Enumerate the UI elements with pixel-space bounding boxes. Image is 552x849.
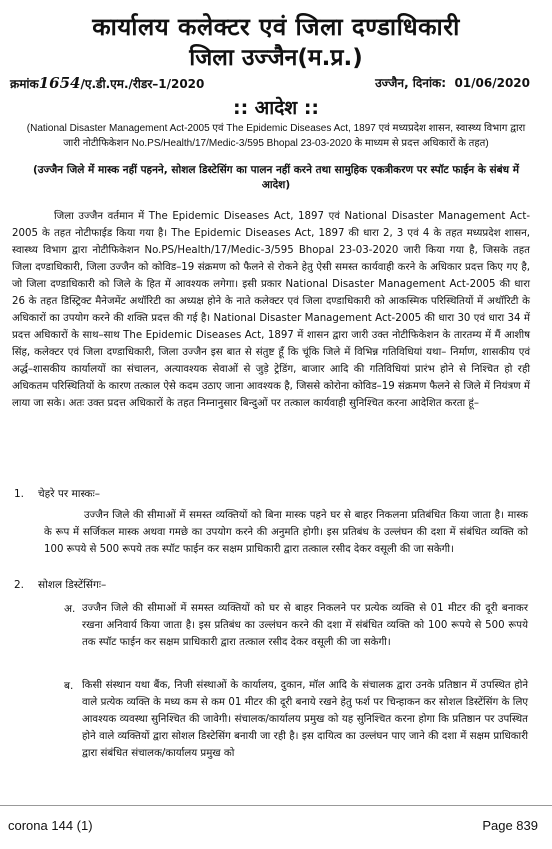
section-1-title: चेहरे पर मास्कः– — [38, 488, 100, 500]
section-1-number: 1. — [14, 488, 25, 500]
reference-row — [10, 74, 530, 92]
body-text: जिला उज्जैन वर्तमान में The Epidemic Diseases Act, 1897 एवं National Disaster Management Act-2005 के तहत नोटीफाईड किया गया है। The Epidemic Diseases Act, 1897 की धारा 2, 3 एवं 4 के तहत मध्यप्रदेश शासन, स्वास्थ्य विभाग द्वारा नोटीफिकेशन No.PS/Health/17/Medic-3/595 Bhopal 23-03-2020 जारी किया गया है, जिसके तहत जिला दण्डाधिकारी, जिला उज्जैन को कोविड–19 संक्रमण को फैलने से रोकने हेतु ऐसी समस्त कार्यवाही करने के अधिकार प्रदत्त किए गए है, जो जिला दण्डाधिकारी को जिले के हित में आवश्यक लगेगा। इसी प्रकार National Disaster Management Act-2005 की धारा 26 के तहत डिस्ट्रिक्ट मैनेजमेंट अथॉरिटी का अध्यक्ष होने के नाते कलेक्टर एवं जिला दण्डाधिकारी को आकस्मिक परिस्थितियों में अथॉरिटी के अधिकारों का उपयोग करने की शक्ति प्रदत्त की गई है। National Disaster Management Act-2005 की धारा 30 एवं धारा 34 में प्रदत्त अधिकारों के साथ–साथ The Epidemic Diseases Act, 1897 में शासन द्वारा जारी उक्त नोटीफिकेशन के तारतम्य में मैं आशीष सिंह, कलेक्टर एवं जिला दण्डाधिकारी, जिला उज्जैन इस बात से संतुष्ट हूँ कि चूंकि जिले में विभिन्न गतिविधियां यथा– निर्माण, शासकीय एवं अर्द्ध–शासकीय कार्यालयों का संचालन, अत्यावश्यक सेवाओं से जुड़े ट्रेडिंग, बाजार आदि की गतिविधियां प्रारंभ होने से निश्चित हो रही अधिकतम परिस्थितियों के कारण तत्काल ऐसे कदम उठाए जाना आवश्यक है, जिससे कोरोना कोविड–19 संक्रमण फैलने से जिले में नियंत्रण में लाया जा सके। अतः उक्त प्रदत्त अधिकारों के तहत निम्नानुसार बिन्दुओं पर तत्काल कार्यवाही सुनिश्चित करना आदेशित करता हूं– — [12, 211, 530, 409]
reference-date: उज्जैन, दिनांक: 01/06/2020 — [375, 76, 530, 90]
body-paragraph — [12, 208, 530, 412]
order-title: :: आदेश :: — [232, 97, 320, 119]
date-value: 01/06/2020 — [454, 76, 530, 90]
acts-reference: (National Disaster Management Act-2005 एवं The Epidemic Diseases Act, 1897 एवं मध्यप्रदेश शासन, स्वास्थ्य विभाग द्वारा जारी नोटीफिकेशन No.PS/Health/17/Medic-3/595 Bhopal 23-03-2020 के माध्यम से प्रदत्त अधिकारों के तहत) — [26, 123, 526, 149]
section-2-number: 2. — [14, 579, 25, 591]
item-a-body — [82, 600, 528, 651]
place-date-label: उज्जैन, दिनांक — [375, 76, 442, 90]
item-a-label: अ. — [64, 603, 76, 615]
item-b-label: ब. — [64, 680, 74, 692]
page-footer — [0, 808, 552, 838]
footer-divider — [0, 805, 552, 806]
reference-suffix: /ए.डी.एम./रीडर–1/2020 — [80, 77, 205, 91]
item-a-text: उज्जैन जिले की सीमाओं में समस्त व्यक्तियों को घर से बाहर निकलने पर प्रत्येक व्यक्ति से 01 मीटर की दूरी बनाकर रखना अनिवार्य किया जाता है। इस प्रतिबंध का उल्लंघन करने की दशा में संबंधित व्यक्ति को 100 रूपये से 500 रूपये तक स्पॉट फाईन कर सक्षम प्राधिकारी द्वारा तत्काल रसीद देकर वसूली की जा सकेगी। — [82, 603, 528, 648]
section-2-title: सोशल डिस्टेंसिंगः– — [38, 579, 107, 591]
section-2-heading — [14, 578, 106, 592]
item-b-text: किसी संस्थान यथा बैंक, निजी संस्थाओं के कार्यालय, दुकान, मॉल आदि के संचालक द्वारा उनके प्रतिष्ठान में उपस्थित होने वाले प्रत्येक व्यक्ति के मध्य कम से कम 01 मीटर की दूरी बनाये रखने हेतु फर्श पर चिन्हाकन कर सोशल डिस्टेंसिंग के लिए आवश्यक व्यवस्था सुनिश्चित की जावेगी। संचालक/कार्यालय प्रमुख को यह सुनिश्चित करना होगा कि प्रतिष्ठान पर उपस्थित होने वाले व्यक्तियों द्वारा सोशल डिस्टेसिंग बनायी जा रही है। इस दायित्व का उल्लंघन पाए जाने की दशा में सक्षम प्राधिकारी द्वारा संबंधित संचालक/कार्यालय प्रमुख को — [82, 680, 528, 759]
reference-prefix: क्रमांक — [10, 77, 39, 91]
section-1-body — [44, 507, 528, 558]
section-1-heading — [14, 487, 100, 501]
district-heading: जिला उज्जैन(म.प्र.) — [189, 45, 363, 71]
section-1-text: उज्जैन जिले की सीमाओं में समस्त व्यक्तियों को बिना मास्क पहने घर से बाहर निकलना प्रतिबंधित किया जाता है। मास्क के रूप में सर्जिकल मास्क अथवा गमछे का उपयोग करने की अनुमति होगी। इस प्रतिबंध के उल्लंघन की दशा में संबंधित व्यक्ति को 100 रूपये से 500 रूपये तक स्पॉट फाईन कर सक्षम प्राधिकारी द्वारा तत्काल रसीद देकर वसूली की जा सकेगी। — [44, 510, 528, 555]
office-heading: कार्यालय कलेक्टर एवं जिला दण्डाधिकारी — [92, 13, 460, 41]
order-subject: (उज्जैन जिले में मास्क नहीं पहनने, सोशल डिस्टेसिंग का पालन नहीं करने तथा सामुहिक एकत्रीकरण पर स्पॉट फाईन के संबंध में आदेश) — [32, 164, 520, 191]
item-b-body — [82, 677, 528, 762]
reference-number: 1654 — [38, 74, 81, 92]
footer-file-label: corona 144 (1) — [8, 818, 93, 833]
footer-page-number: Page 839 — [482, 818, 538, 833]
